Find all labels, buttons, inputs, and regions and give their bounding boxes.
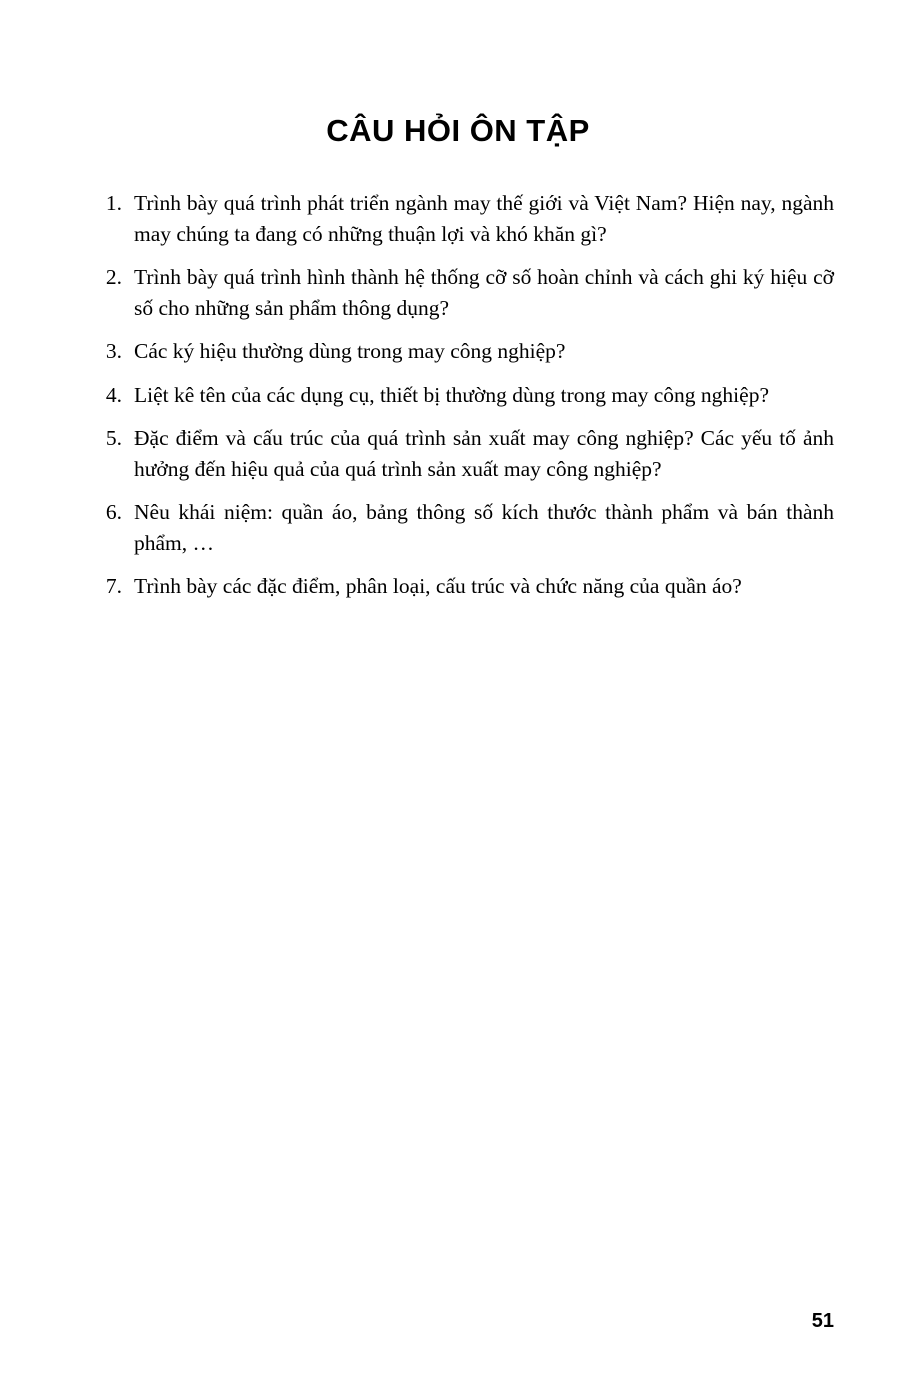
question-number: 7. — [105, 574, 122, 599]
question-text: Trình bày quá trình hình thành hệ thống cỡ số hoàn chỉnh và cách ghi ký hiệu cỡ số cho những sản phẩm thông dụng? — [134, 265, 834, 320]
question-text: Đặc điểm và cấu trúc của quá trình sản xuất may công nghiệp? Các yếu tố ảnh hưởng đến hiệu quả của quá trình sản xuất may công nghiệp? — [134, 426, 834, 481]
question-number: 6. — [105, 500, 122, 525]
list-item — [82, 497, 834, 558]
page-number: 51 — [811, 1310, 834, 1332]
question-text: Các ký hiệu thường dùng trong may công nghiệp? — [134, 339, 566, 364]
question-text: Trình bày quá trình phát triển ngành may thế giới và Việt Nam? Hiện nay, ngành may chúng ta đang có những thuận lợi và khó khăn gì? — [134, 191, 834, 246]
question-number: 2. — [105, 265, 122, 290]
question-text: Nêu khái niệm: quần áo, bảng thông số kích thước thành phẩm và bán thành phẩm, … — [134, 500, 834, 555]
list-item — [82, 188, 834, 249]
question-number: 4. — [105, 382, 122, 407]
list-item — [82, 380, 834, 411]
question-number: 1. — [105, 191, 122, 215]
list-item — [82, 423, 834, 484]
question-text: Liệt kê tên của các dụng cụ, thiết bị thường dùng trong may công nghiệp? — [134, 382, 769, 407]
list-item — [82, 262, 834, 323]
question-number: 3. — [105, 339, 122, 364]
review-questions-list — [82, 188, 834, 602]
list-item — [82, 571, 834, 602]
question-number: 5. — [105, 426, 122, 451]
question-text: Trình bày các đặc điểm, phân loại, cấu trúc và chức năng của quần áo? — [134, 574, 742, 599]
list-item — [82, 336, 834, 367]
page-title: CÂU HỎI ÔN TẬP — [326, 112, 590, 148]
